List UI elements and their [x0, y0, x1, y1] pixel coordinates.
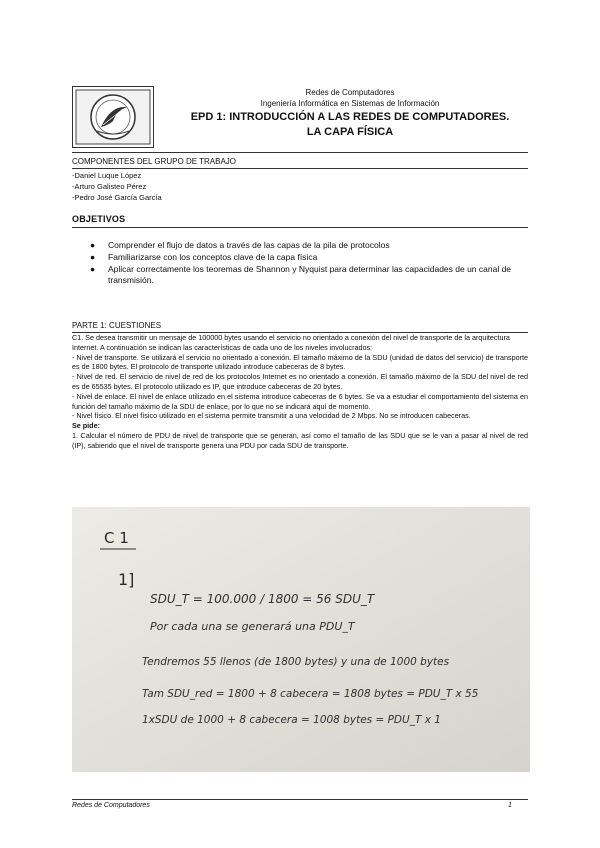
degree-name: Ingeniería Informática en Sistemas de Información	[260, 99, 440, 108]
bullet-icon: ●	[90, 252, 96, 262]
question-paragraph: - Nivel de enlace. El nivel de enlace utilizado en el sistema introduce cabeceras de 6 bytes. Se va a estudiar el comportamiento del sistema en función del tamaño máximo de la SDU de enlace, por lo que no se indicará aquí de momento.	[72, 391, 528, 411]
bullet-icon: ●	[90, 264, 96, 274]
hw-line: 1xSDU de 1000 + 8 cabecera = 1008 bytes = PDU_T x 1	[142, 714, 441, 726]
objectives-divider	[72, 227, 528, 228]
member-name: -Arturo Galisteo Pérez	[72, 182, 147, 191]
question-paragraph: Internet. A continuación se indican las características de cada uno de los niveles involucrados:	[72, 342, 373, 352]
objectives-heading: OBJETIVOS	[72, 214, 126, 224]
objective-item	[90, 240, 530, 251]
footer-divider	[72, 799, 528, 800]
hw-line: Por cada una se generará una PDU_T	[150, 620, 355, 633]
doc-title-line1: EPD 1: INTRODUCCIÓN A LAS REDES DE COMPUTADORES.	[190, 111, 510, 123]
handwritten-answer-photo	[72, 507, 530, 772]
part1-heading: PARTE 1: CUESTIONES	[72, 321, 162, 330]
bullet-icon: ●	[90, 240, 96, 250]
page-number: 1	[508, 802, 512, 809]
objective-text: Comprender el flujo de datos a través de las capas de la pila de protocolos	[108, 240, 390, 250]
university-logo	[72, 86, 154, 148]
objective-text: Aplicar correctamente los teoremas de Shannon y Nyquist para determinar las capacidades de un canal de transmisión.	[108, 264, 512, 285]
group-divider	[72, 168, 528, 169]
member-name: -Pedro José García García	[72, 193, 162, 202]
doc-title-line2: LA CAPA FÍSICA	[306, 126, 394, 138]
question-text	[72, 333, 528, 451]
header-divider	[72, 152, 528, 153]
objective-text: Familiarizarse con los conceptos clave de la capa física	[108, 252, 318, 262]
question-paragraph: Se pide:	[72, 421, 100, 431]
group-heading: COMPONENTES DEL GRUPO DE TRABAJO	[72, 157, 237, 166]
hw-label-c1: C 1	[104, 529, 129, 547]
question-paragraph: C1. Se desea transmitir un mensaje de 100000 bytes usando el servicio no orientado a conexión del nivel de transporte de la arquitectura	[72, 333, 510, 342]
hw-line: SDU_T = 100.000 / 1800 = 56 SDU_T	[150, 592, 375, 606]
handwriting-canvas	[72, 507, 530, 772]
member-name: -Daniel Luque López	[72, 171, 142, 180]
course-name: Redes de Computadores	[305, 88, 395, 97]
hw-label-1: 1]	[118, 570, 135, 589]
question-paragraph: - Nivel físico. El nivel físico utilizado en el sistema permite transmitir a una velocidad de 2 Mbps. No se introducen cabeceras.	[72, 411, 471, 421]
footer-course: Redes de Computadores	[72, 802, 150, 809]
objectives-list	[90, 240, 530, 287]
university-seal-icon	[73, 87, 153, 147]
hw-line: Tam SDU_red = 1800 + 8 cabecera = 1808 bytes = PDU_T x 55	[142, 688, 479, 700]
hw-line: Tendremos 55 llenos (de 1800 bytes) y una de 1000 bytes	[142, 656, 450, 668]
question-paragraph: 1. Calcular el número de PDU de nivel de transporte que se generan, así como el tamaño de las SDU que se le van a pasar al nivel de red (IP), sabiendo que el nivel de transporte genera una PDU por cada SDU de transporte.	[72, 430, 528, 450]
question-paragraph: - Nivel de red. El servicio de nivel de red de los protocolos Internet es no orientado a conexión. El tamaño máximo de la SDU del nivel de red es de 65535 bytes. El protocolo utilizado es IP, que introduce cabeceras de 20 bytes.	[72, 372, 528, 391]
question-paragraph: - Nivel de transporte. Se utilizará el servicio no orientado a conexión. El tamaño máximo de la SDU (unidad de datos del servicio) de transporte es de 1800 bytes. El protocolo de transporte utilizado introduce cabeceras de 8 bytes.	[72, 352, 528, 372]
objective-item	[90, 264, 530, 286]
objective-item	[90, 252, 530, 263]
